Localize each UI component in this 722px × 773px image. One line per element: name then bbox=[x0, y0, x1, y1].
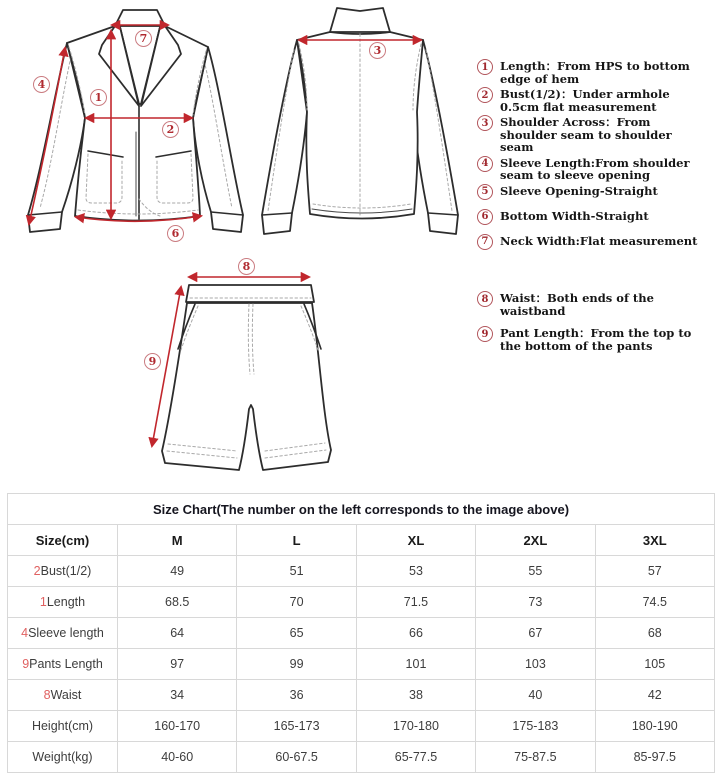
legend-text: Length：From HPS to bottom edge of hem bbox=[500, 59, 690, 86]
table-cell: 34 bbox=[118, 680, 237, 711]
header-size: Size(cm) bbox=[8, 525, 118, 556]
table-cell: 105 bbox=[595, 649, 714, 680]
row-label bbox=[8, 649, 118, 680]
table-cell: 65 bbox=[237, 618, 356, 649]
legend-number-circle: 2 bbox=[477, 87, 493, 103]
legend-item-8 bbox=[477, 292, 721, 317]
row-label bbox=[8, 587, 118, 618]
legend-number-circle: 7 bbox=[477, 234, 493, 250]
jacket-back-outline bbox=[262, 8, 458, 234]
row-label-text: Height(cm) bbox=[31, 719, 94, 733]
legend-text: Sleeve Length:From shoulder seam to sleeve opening bbox=[500, 155, 690, 182]
table-cell: 99 bbox=[237, 649, 356, 680]
diagram-marker-8: 8 bbox=[238, 258, 255, 275]
table-cell: 85-97.5 bbox=[595, 742, 714, 773]
table-cell: 73 bbox=[476, 587, 595, 618]
table-cell: 57 bbox=[595, 556, 714, 587]
table-cell: 36 bbox=[237, 680, 356, 711]
legend-item-9 bbox=[477, 327, 721, 352]
table-cell: 51 bbox=[237, 556, 356, 587]
table-cell: 103 bbox=[476, 649, 595, 680]
diagram-marker-7: 7 bbox=[135, 30, 152, 47]
diagram-marker-3: 3 bbox=[369, 42, 386, 59]
legend-item-2 bbox=[477, 88, 721, 113]
row-label-text: Bust(1/2) bbox=[40, 564, 92, 578]
legend-item-4 bbox=[477, 157, 721, 182]
table-cell: 68 bbox=[595, 618, 714, 649]
legend-number-circle: 4 bbox=[477, 156, 493, 172]
table-cell: 101 bbox=[356, 649, 475, 680]
table-row-pants bbox=[8, 649, 715, 680]
table-cell: 175-183 bbox=[476, 711, 595, 742]
diagram-marker-6: 6 bbox=[167, 225, 184, 242]
row-number-prefix: 8 bbox=[43, 688, 51, 702]
measurement-legend-top bbox=[477, 60, 721, 260]
legend-number-circle: 3 bbox=[477, 115, 493, 131]
legend-text: Neck Width:Flat measurement bbox=[500, 233, 698, 248]
shorts-illustration bbox=[133, 256, 368, 486]
table-cell: 53 bbox=[356, 556, 475, 587]
size-chart-table bbox=[7, 493, 715, 773]
table-cell: 170-180 bbox=[356, 711, 475, 742]
table-cell: 75-87.5 bbox=[476, 742, 595, 773]
table-cell: 70 bbox=[237, 587, 356, 618]
measurement-legend-bottom bbox=[477, 292, 721, 355]
legend-text: Pant Length：From the top to the bottom of the pants bbox=[500, 326, 692, 353]
legend-text: Bottom Width-Straight bbox=[500, 208, 649, 223]
row-label-text: Weight(kg) bbox=[32, 750, 93, 764]
header-3xl: 3XL bbox=[595, 525, 714, 556]
legend-text: Waist：Both ends of the waistband bbox=[500, 291, 654, 318]
table-cell: 60-67.5 bbox=[237, 742, 356, 773]
legend-item-7 bbox=[477, 235, 721, 250]
legend-text: Sleeve Opening-Straight bbox=[500, 183, 658, 198]
row-label-text: Pants Length bbox=[29, 657, 103, 671]
legend-number-circle: 6 bbox=[477, 209, 493, 225]
table-title: Size Chart(The number on the left corresponds to the image above) bbox=[8, 494, 715, 525]
row-label-text: Sleeve length bbox=[28, 626, 104, 640]
table-cell: 74.5 bbox=[595, 587, 714, 618]
table-cell: 55 bbox=[476, 556, 595, 587]
header-l: L bbox=[237, 525, 356, 556]
jacket-back-illustration bbox=[258, 0, 473, 250]
row-label bbox=[8, 742, 118, 773]
table-cell: 65-77.5 bbox=[356, 742, 475, 773]
table-cell: 165-173 bbox=[237, 711, 356, 742]
row-number-prefix: 1 bbox=[39, 595, 47, 609]
table-row-height bbox=[8, 711, 715, 742]
legend-item-6 bbox=[477, 210, 721, 225]
diagram-marker-1: 1 bbox=[90, 89, 107, 106]
legend-number-circle: 9 bbox=[477, 326, 493, 342]
legend-item-5 bbox=[477, 185, 721, 200]
table-cell: 64 bbox=[118, 618, 237, 649]
table-cell: 40 bbox=[476, 680, 595, 711]
row-label-text: Length bbox=[46, 595, 86, 609]
table-row-weight bbox=[8, 742, 715, 773]
table-row-length bbox=[8, 587, 715, 618]
header-xl: XL bbox=[356, 525, 475, 556]
table-cell: 67 bbox=[476, 618, 595, 649]
table-header-row bbox=[8, 525, 715, 556]
table-cell: 40-60 bbox=[118, 742, 237, 773]
table-cell: 66 bbox=[356, 618, 475, 649]
legend-text: Bust(1/2)：Under armhole 0.5cm flat measurement bbox=[500, 87, 670, 114]
diagram-marker-4: 4 bbox=[33, 76, 50, 93]
row-number-prefix: 2 bbox=[33, 564, 41, 578]
table-cell: 38 bbox=[356, 680, 475, 711]
legend-text: Shoulder Across：From shoulder seam to shoulder seam bbox=[500, 115, 672, 154]
legend-number-circle: 1 bbox=[477, 59, 493, 75]
table-cell: 42 bbox=[595, 680, 714, 711]
row-label bbox=[8, 618, 118, 649]
table-cell: 160-170 bbox=[118, 711, 237, 742]
table-cell: 68.5 bbox=[118, 587, 237, 618]
table-title-row bbox=[8, 494, 715, 525]
row-number-prefix: 4 bbox=[21, 626, 29, 640]
row-label bbox=[8, 556, 118, 587]
table-row-sleeve bbox=[8, 618, 715, 649]
legend-item-3 bbox=[477, 116, 721, 154]
table-cell: 71.5 bbox=[356, 587, 475, 618]
row-label bbox=[8, 680, 118, 711]
legend-number-circle: 5 bbox=[477, 184, 493, 200]
table-cell: 180-190 bbox=[595, 711, 714, 742]
table-cell: 97 bbox=[118, 649, 237, 680]
header-m: M bbox=[118, 525, 237, 556]
shorts-outline bbox=[162, 285, 331, 470]
table-row-bust bbox=[8, 556, 715, 587]
row-label bbox=[8, 711, 118, 742]
legend-number-circle: 8 bbox=[477, 291, 493, 307]
row-number-prefix: 9 bbox=[22, 657, 30, 671]
table-row-waist bbox=[8, 680, 715, 711]
diagram-marker-2: 2 bbox=[162, 121, 179, 138]
row-label-text: Waist bbox=[50, 688, 82, 702]
diagram-marker-9: 9 bbox=[144, 353, 161, 370]
header-2xl: 2XL bbox=[476, 525, 595, 556]
table-cell: 49 bbox=[118, 556, 237, 587]
legend-item-1 bbox=[477, 60, 721, 85]
